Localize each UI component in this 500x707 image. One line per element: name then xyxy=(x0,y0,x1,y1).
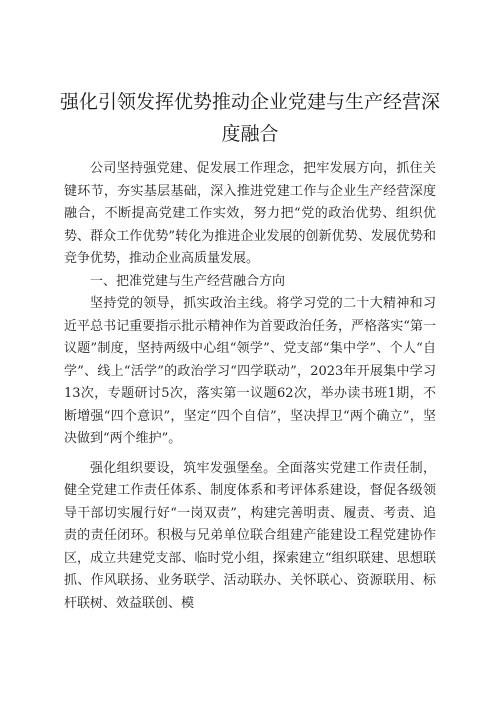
intro-paragraph: 公司坚持强党建、促发展工作理念，把牢发展方向，抓住关键环节，夯实基层基础，深入推进党建工作与企业生产经营深度融合，不断提高党建工作实效，努力把“党的政治优势、组织优势、群众工作优势”转化为推进企业发展的创新优势、发展优势和竞争优势，推动企业高质量发展。 xyxy=(64,161,436,266)
document-title: 强化引领发挥优势推动企业党建与生产经营深度融合 xyxy=(60,91,441,145)
section-heading: 一、把准党建与生产经营融合方向 xyxy=(90,273,286,289)
body-paragraph: 强化组织要设，筑牢发强堡垒。全面落实党建工作责任制，健全党建工作责任体系、制度体系和考评体系建设，督促各级领导干部切实履行好“一岗双责”，构建完善明责、履责、考责、追责的责任闭环。积极与兄弟单位联合组建产能建设工程党建协作区，成立共建党支部、临时党小组，探索建立“组织联建、思想联抓、作风联扬、业务联学、活动联办、关怀联心、资源联用、标杆联树、效益联创、模 xyxy=(64,460,436,611)
document-body xyxy=(64,158,436,615)
body-paragraph: 坚持党的领导，抓实政治主线。将学习党的二十大精神和习近平总书记重要指示批示精神作为首要政治任务，严格落实“第一议题”制度，坚持两级中心组“领学”、党支部“集中学”、个人“自学”、线上“活学”的政治学习“四学联动”，2023年开展集中学习13次，专题研讨5次，落实第一议题62次，举办读书班1期，不断增强“四个意识”，坚定“四个自信”，坚决捍卫“两个确立”，坚决做到“两个维护”。 xyxy=(64,296,436,446)
paragraph-gap xyxy=(64,451,436,458)
